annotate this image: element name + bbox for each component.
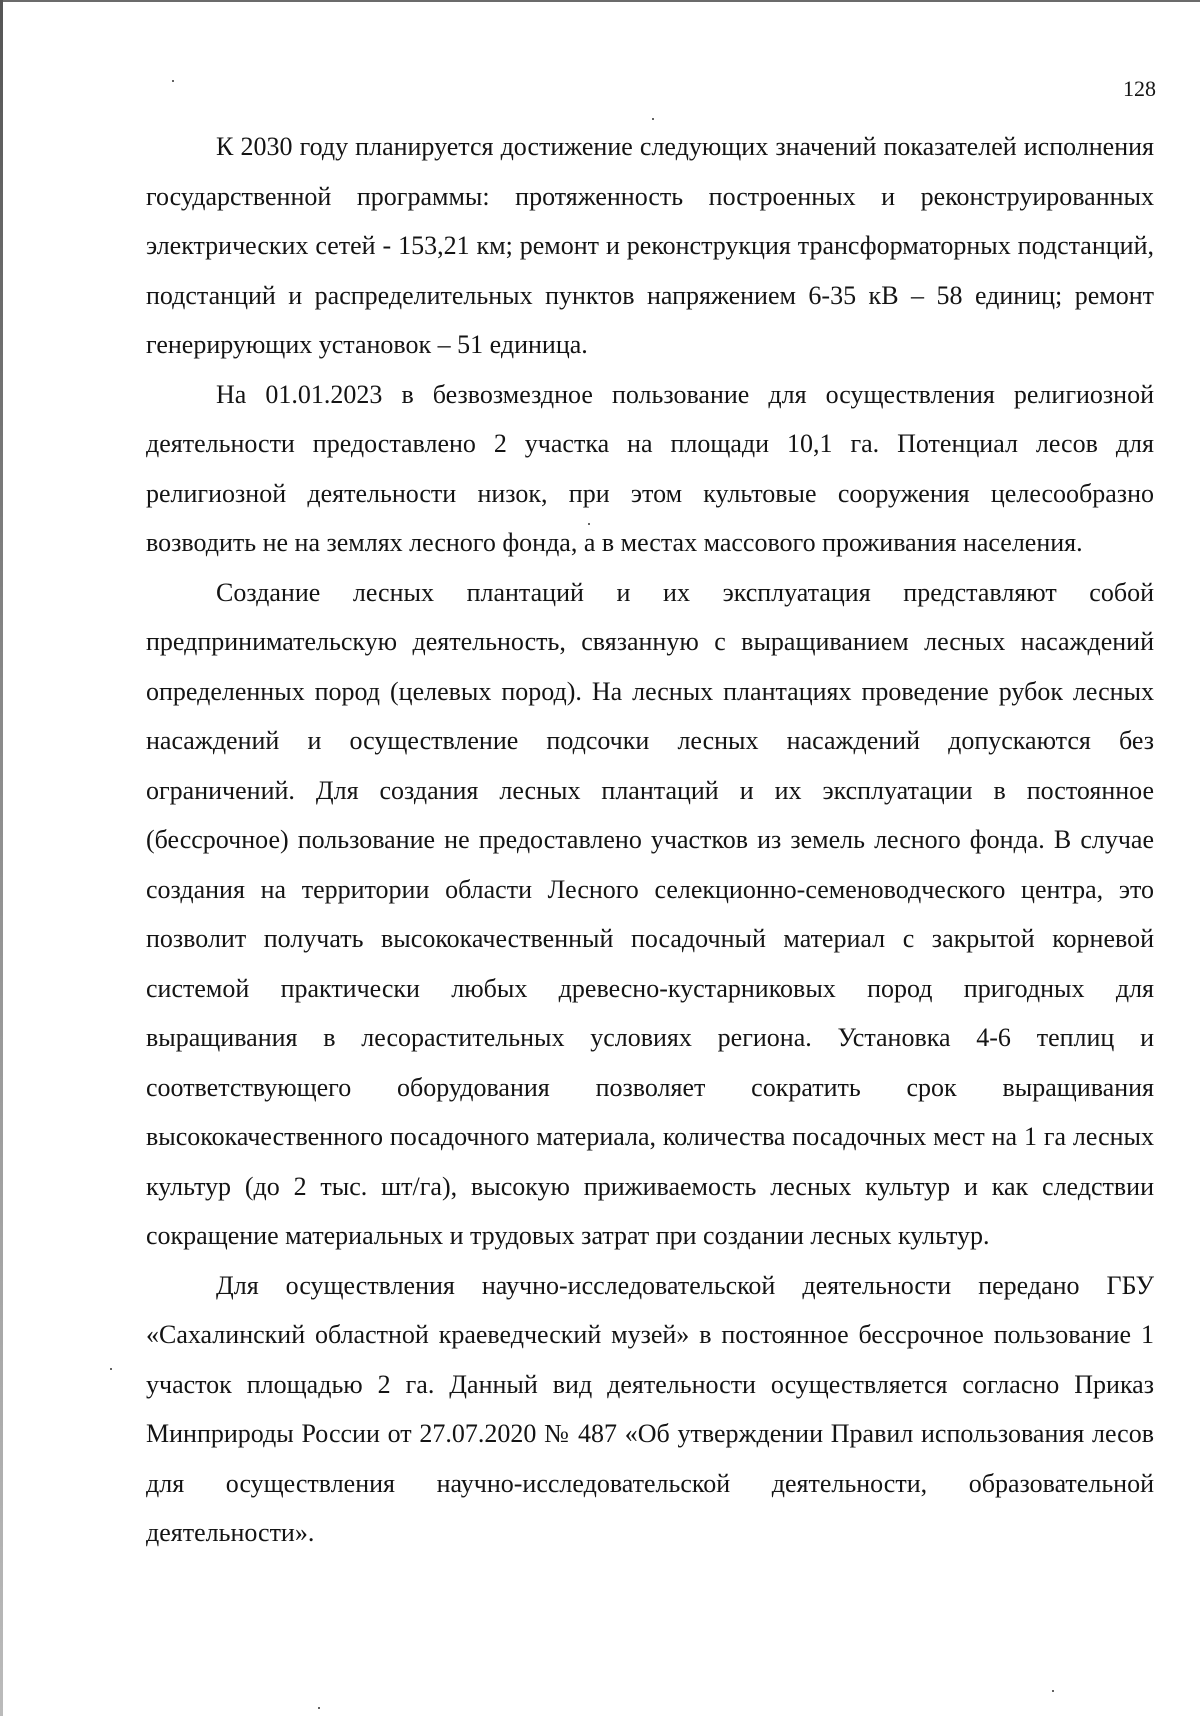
scan-speck: [172, 80, 174, 82]
scan-border-left: [0, 0, 3, 1716]
scan-border-top: [0, 0, 1200, 2]
paragraph-religious-activity: На 01.01.2023 в безвозмездное пользование для осуществления религиозной деятельности предоставлено 2 участка на площади 10,1 га. Потенциал лесов для религиозной деятельности низок, при этом культовые сооружения целесообразно возводить не на землях лесного фонда, а в местах массового проживания населения.: [146, 379, 1154, 557]
scan-speck: [652, 118, 654, 120]
scan-speck: [318, 1707, 320, 1709]
scan-speck: [110, 1368, 112, 1370]
page-number: 128: [1123, 76, 1156, 101]
scan-speck: [588, 523, 590, 525]
document-body: [146, 122, 1154, 1558]
scan-speck: [1052, 1690, 1054, 1692]
paragraph-forest-plantations: Создание лесных плантаций и их эксплуатация представляют собой предпринимательскую деятельность, связанную с выращиванием лесных насаждений определенных пород (целевых пород). На лесных плантациях проведение рубок лесных насаждений и осуществление подсочки лесных насаждений допускаются без ограничений. Для создания лесных плантаций и их эксплуатации в постоянное (бессрочное) пользование не предоставлено участков из земель лесного фонда. В случае создания на территории области Лесного селекционно-семеноводческого центра, это позволит получать высококачественный посадочный материал с закрытой корневой системой практически любых древесно-кустарниковых пород пригодных для выращивания в лесорастительных условиях региона. Установка 4-6 теплиц и соответствующего оборудования позволяет сократить срок выращивания высококачественного посадочного материала, количества посадочных мест на 1 га лесных культур (до 2 тыс. шт/га), высокую приживаемость лесных культур и как следствии сокращение материальных и трудовых затрат при создании лесных культур.: [146, 577, 1154, 1250]
paragraph-research-activity: Для осуществления научно-исследовательской деятельности передано ГБУ «Сахалинский областной краеведческий музей» в постоянное бессрочное пользование 1 участок площадью 2 га. Данный вид деятельности осуществляется согласно Приказ Минприроды России от 27.07.2020 № 487 «Об утверждении Правил использования лесов для осуществления научно-исследовательской деятельности, образовательной деятельности».: [146, 1270, 1154, 1547]
paragraph-indicators-2030: К 2030 году планируется достижение следующих значений показателей исполнения государственной программы: протяженность построенных и реконструированных электрических сетей - 153,21 км; ремонт и реконструкция трансформаторных подстанций, подстанций и распределительных пунктов напряжением 6-35 кВ – 58 единиц; ремонт генерирующих установок – 51 единица.: [146, 132, 1154, 359]
